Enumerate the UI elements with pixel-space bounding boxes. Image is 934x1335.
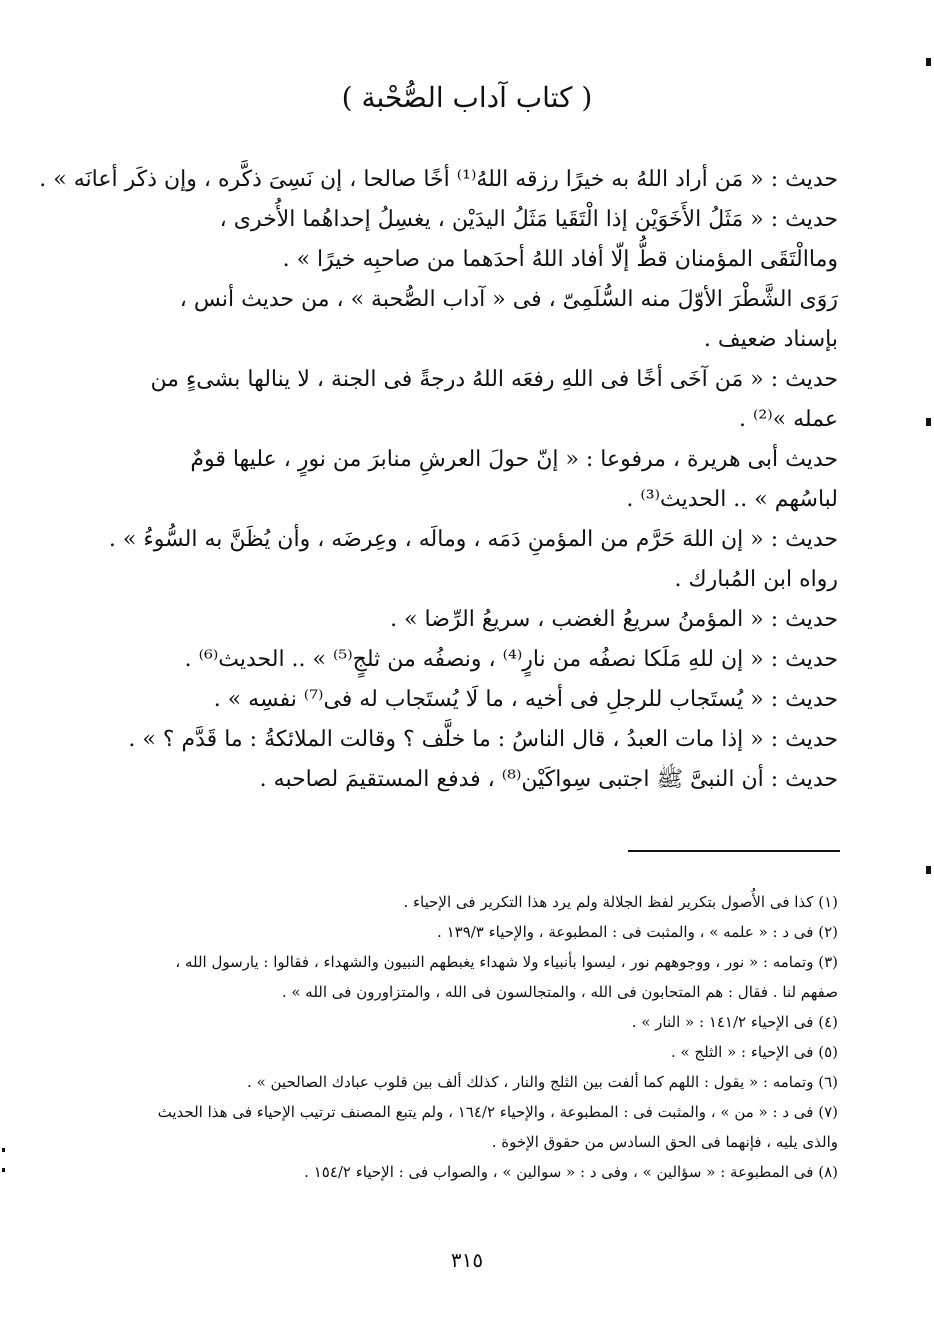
text-line: حديث : « إن للهِ مَلَكا نصفُه من نارٍ⁽⁴⁾ ، ونصفُه من ثلجٍ⁽⁵⁾ » .. الحديث⁽⁶⁾ . [184, 647, 838, 672]
scan-edge-mark [926, 58, 931, 66]
footnote-line: (٤) فى الإحياء ١٤١/٢ : « النار » . [631, 1013, 838, 1031]
text-line: حديث : « إذا مات العبدُ ، قال الناسُ : ما خلَّف ؟ وقالت الملائكةُ : ما قَدَّم ؟ » . [128, 727, 838, 752]
text-line: عمله »⁽²⁾ . [739, 407, 838, 432]
scan-edge-mark [2, 1168, 5, 1172]
text-line: حديث أبى هريرة ، مرفوعا : « إنّ حولَ العرشِ منابرَ من نورٍ ، عليها قومٌ [190, 447, 838, 472]
text-line: حديث : « مَن أراد اللهُ به خيرًا رزقه اللهُ⁽¹⁾ أخًا صالحا ، إن نَسِىَ ذكَّره ، وإن ذكَر أعانَه » . [39, 167, 838, 192]
footnote-line: (٣) وتمامه : « نور ، ووجوههم نور ، ليسوا بأنبياء ولا شهداء يغبطهم النبيون والشهداء ، فقالوا : يارسول الله ، [175, 953, 838, 971]
footnote-line: والذى يليه ، فإنهما فى الحق السادس من حقوق الإخوة . [491, 1133, 838, 1151]
text-line: حديث : أن النبىَّ ﷺ اجتبى سِواكَيْن⁽⁸⁾ ، فدفع المستقيمَ لصاحبه . [259, 767, 838, 792]
footnote-separator [628, 850, 840, 852]
chapter-heading: ( كتاب آداب الصُّحْبة ) [341, 81, 593, 114]
scan-edge-mark [926, 866, 931, 874]
footnote-line: (٢) فى د : « علمه » ، والمثبت فى : المطبوعة ، والإحياء ١٣٩/٣ . [437, 923, 838, 941]
text-line: حديث : « مَثَلُ الأَخَوَيْن إذا الْتَقَيا مَثَلُ اليدَيْن ، يغسِلُ إحداهُما الأُخرى ، [219, 207, 838, 232]
footnote-line: صفهم لنا . فقال : هم المتحابون فى الله ، والمتجالسون فى الله ، والمتزاورون فى الله » . [281, 983, 838, 1001]
footnotes [108, 887, 838, 1187]
footnote-line: (٧) فى د : « من » ، والمثبت فى : المطبوعة ، والإحياء ١٦٤/٢ ، ولم يتبع المصنف ترتيب الإحياء فى هذا الحديث [157, 1103, 838, 1121]
scan-edge-mark [2, 1148, 5, 1152]
text-line: رواه ابن المُبارك . [674, 567, 838, 592]
footnote-line: (٥) فى الإحياء : « الثلج » . [670, 1043, 838, 1061]
text-line: بإسناد ضعيف . [703, 327, 838, 352]
scan-edge-mark [926, 418, 931, 426]
text-line: لباسُهم » .. الحديث⁽³⁾ . [626, 487, 838, 512]
main-text [39, 160, 838, 800]
page-number: ٣١٥ [450, 1248, 484, 1272]
text-line: حديث : « المؤمنُ سريعُ الغضب ، سريعُ الرِّضا » . [390, 607, 838, 632]
text-line: حديث : « إن اللهَ حَرَّم من المؤمنِ دَمَه ، ومالَه ، وعِرضَه ، وأن يُظَنَّ به السُّوءُ » . [108, 527, 838, 552]
text-line: حديث : « مَن آخَى أخًا فى اللهِ رفعَه اللهُ درجةً فى الجنة ، لا ينالها بشىءٍ من [150, 367, 838, 392]
footnote-line: (٨) فى المطبوعة : « سؤالين » ، وفى د : « سوالين » ، والصواب فى : الإحياء ١٥٤/٢ . [304, 1163, 838, 1181]
text-line: وماالْتَقَى المؤمنان قطُّ إلّا أفاد اللهُ أحدَهما من صاحبِه خيرًا » . [282, 247, 838, 272]
footnote-line: (٦) وتمامه : « يقول : اللهم كما ألفت بين الثلج والنار ، كذلك ألف بين قلوب عبادك الصالحين » . [247, 1073, 838, 1091]
footnote-line: (١) كذا فى الأُصول بتكرير لفظ الجلالة ولم يرد هذا التكرير فى الإحياء . [403, 893, 838, 911]
text-line: رَوَى الشَّطْرَ الأوّلَ منه السُّلَمِىّ ، فى « آداب الصُّحبة » ، من حديث أنس ، [179, 287, 838, 312]
text-line: حديث : « يُستَجاب للرجلِ فى أخيه ، ما لَا يُستَجاب له فى⁽⁷⁾ نفسِه » . [213, 687, 838, 712]
